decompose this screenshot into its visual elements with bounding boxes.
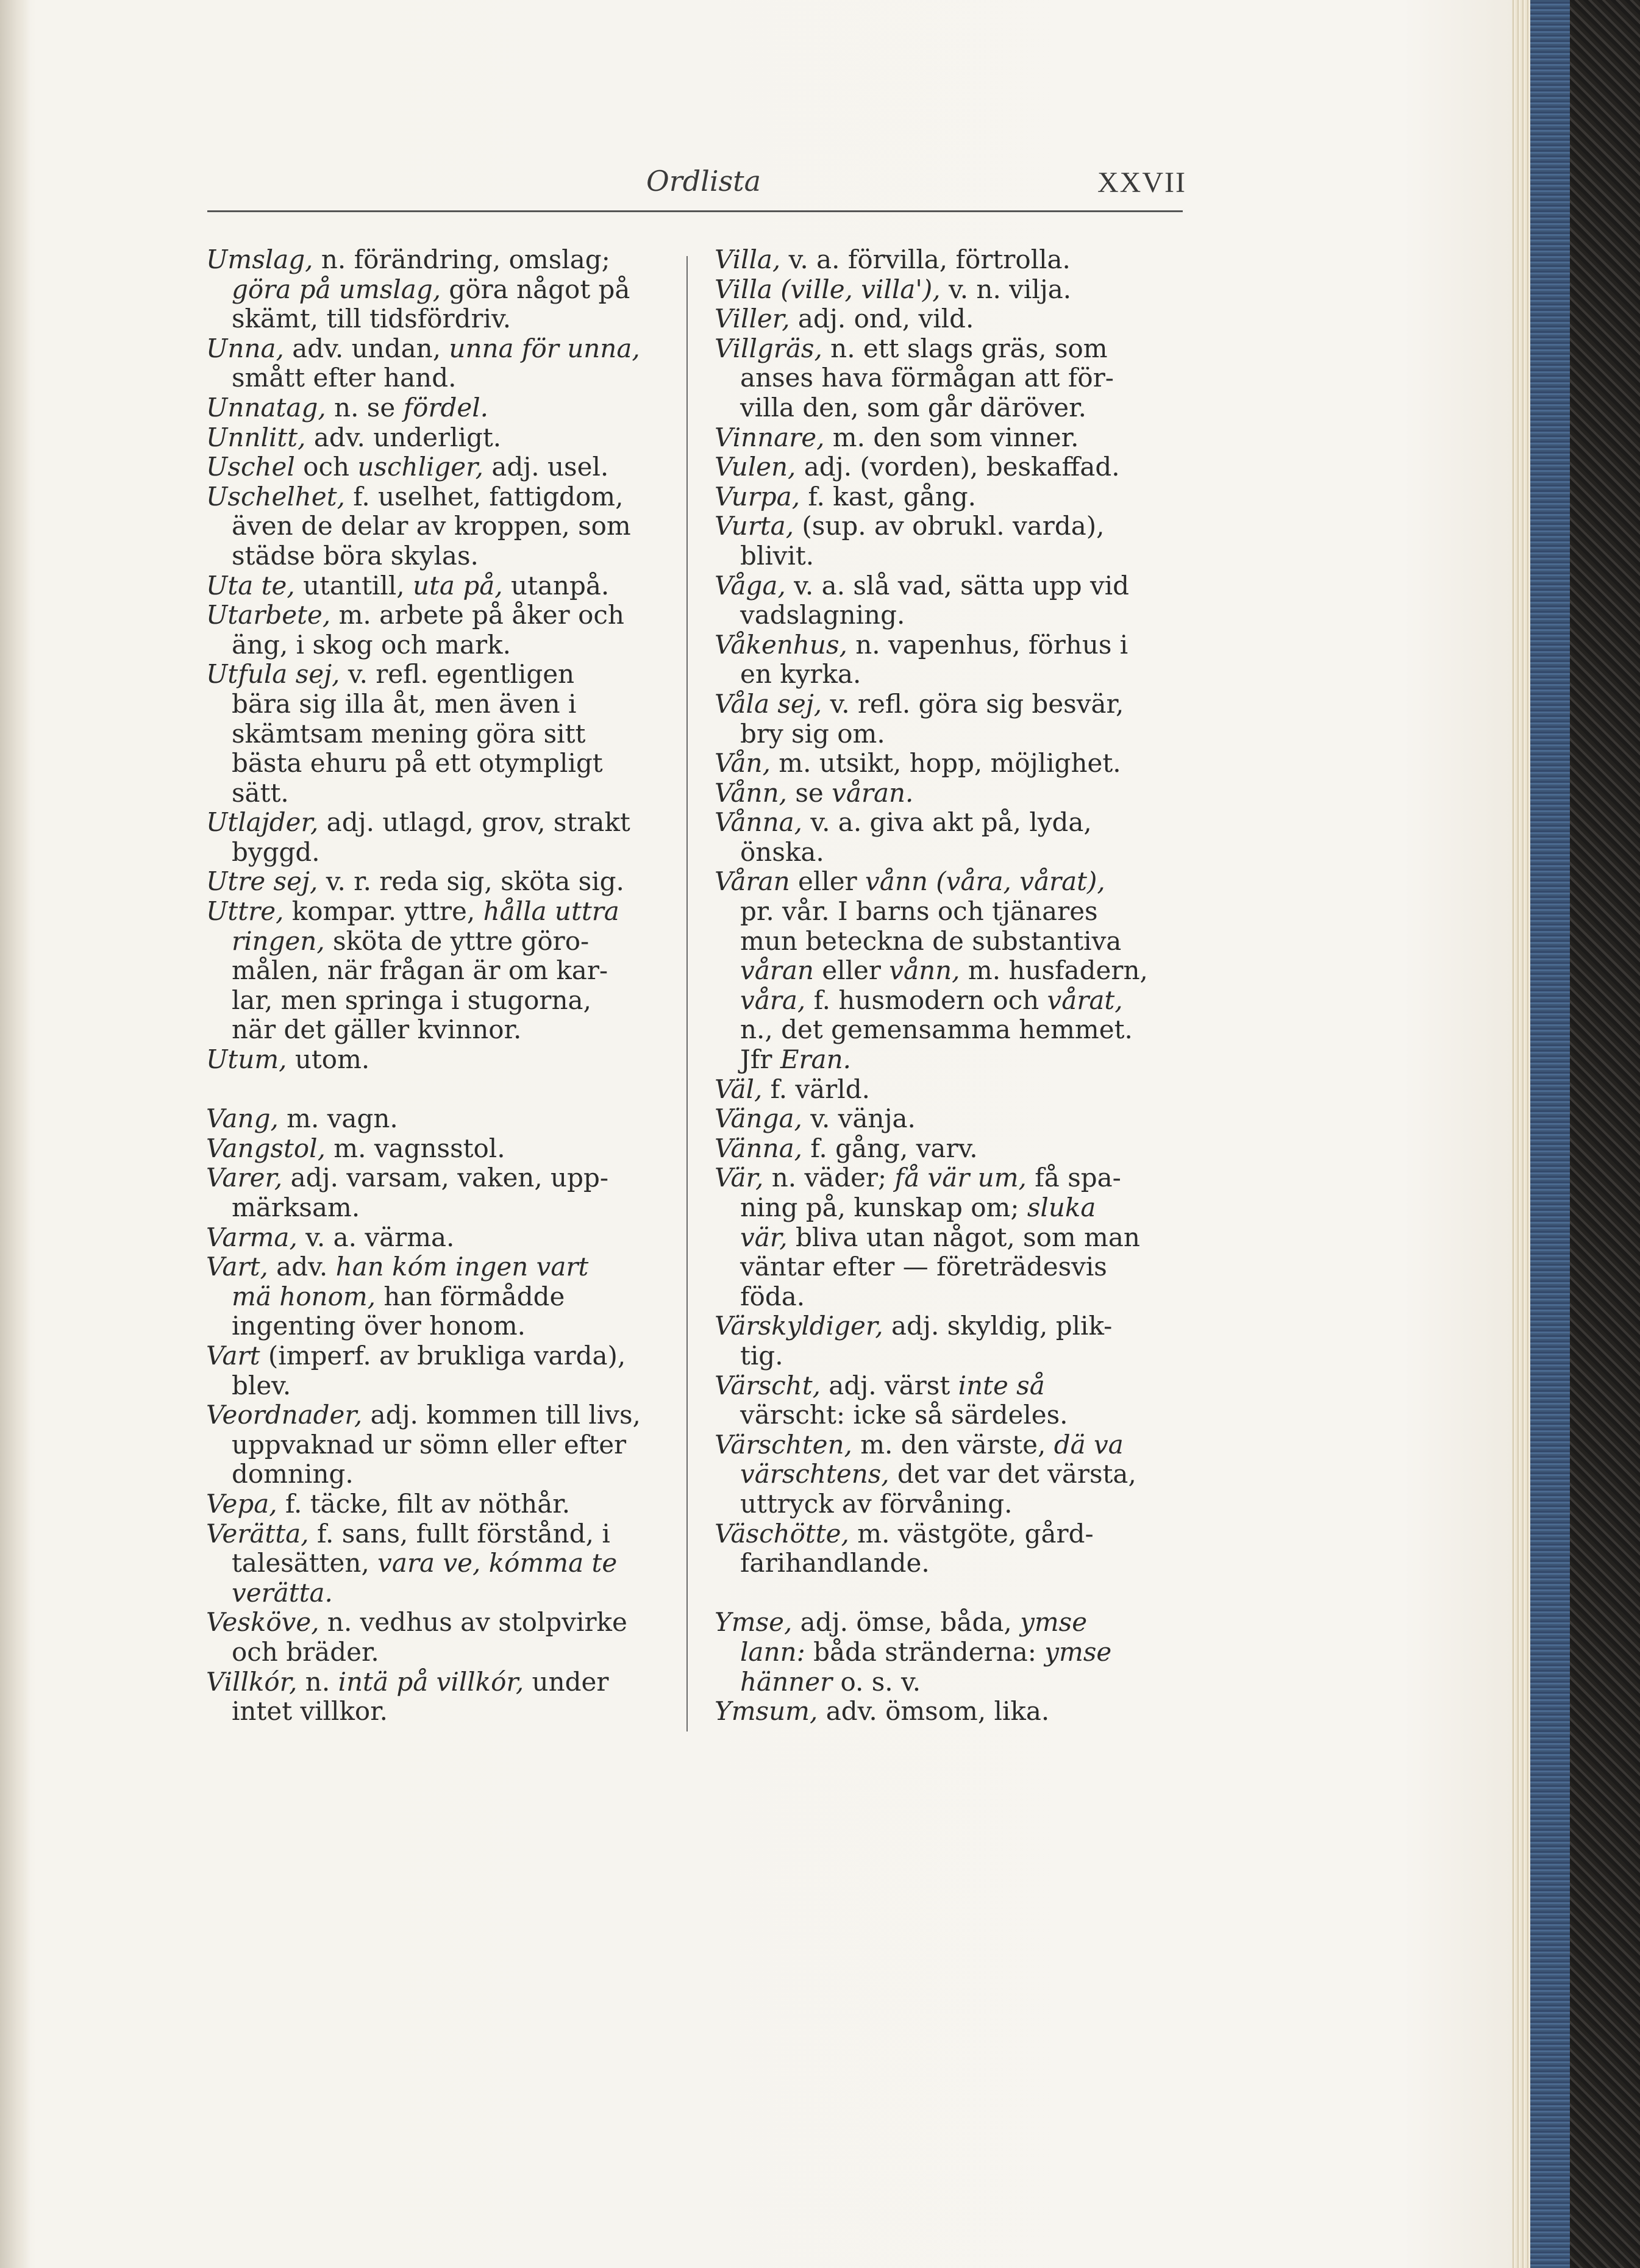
entry-continuation-line (715, 1400, 1184, 1430)
roman-text: (imperf. av brukliga varda), (260, 1340, 626, 1371)
entry-continuation-line (206, 927, 676, 957)
italic-text: våran (740, 955, 814, 986)
entry-continuation-line (715, 719, 1184, 749)
italic-text: Vurta, (715, 511, 794, 541)
italic-text: Våkenhus, (715, 629, 847, 660)
roman-text: smått efter hand. (232, 363, 457, 393)
entry-continuation-line (715, 1045, 1184, 1075)
roman-text: sköta de yttre göro- (324, 925, 590, 956)
roman-text: bära sig illa åt, men även i (232, 688, 577, 719)
entry-continuation-line (206, 1578, 676, 1608)
roman-text: v. refl. göra sig besvär, (822, 688, 1124, 719)
entry-headword-line (206, 482, 676, 512)
roman-text: under (524, 1666, 609, 1697)
entry-headword-line (206, 1104, 676, 1134)
roman-text: (sup. av obrukl. varda), (794, 511, 1105, 541)
roman-text: och bräder. (232, 1636, 379, 1667)
roman-text: han förmådde (376, 1281, 565, 1311)
italic-text: våra, (740, 985, 806, 1015)
roman-text: adj. värst (820, 1370, 958, 1400)
entry-continuation-line (715, 1667, 1184, 1697)
italic-text: Vär, (715, 1163, 764, 1193)
italic-text: få vär um, (894, 1163, 1027, 1193)
roman-text: adv. (268, 1252, 336, 1282)
italic-text: Vurpa, (715, 481, 800, 512)
entry-headword-line (206, 808, 676, 838)
roman-text: adj. varsam, vaken, upp- (282, 1163, 609, 1193)
roman-text: n. se (326, 392, 404, 423)
glossary-column-left (206, 245, 676, 1727)
italic-text: Uschel (206, 452, 295, 482)
roman-text: bry sig om. (740, 718, 885, 749)
roman-text: adv. ömsom, lika. (818, 1696, 1050, 1727)
entry-continuation-line (715, 660, 1184, 690)
roman-text: utom. (287, 1044, 370, 1075)
italic-text: Utlajder, (206, 807, 319, 838)
italic-text: sluka (1027, 1193, 1096, 1222)
entry-continuation-line (206, 275, 676, 305)
roman-text: mun beteckna de substantiva (740, 925, 1122, 956)
entry-headword-line (715, 1697, 1184, 1727)
entry-continuation-line (715, 986, 1184, 1016)
roman-text: och (294, 452, 358, 482)
italic-text: Viller, (715, 304, 790, 334)
entry-headword-line (206, 1252, 676, 1282)
italic-text: Vart (206, 1340, 260, 1371)
roman-text: farihandlande. (740, 1548, 930, 1578)
roman-text: n. vedhus av stolpvirke (319, 1607, 627, 1638)
roman-text: m. utsikt, hopp, möjlighet. (770, 748, 1121, 779)
roman-text: adj. ömse, båda, (792, 1607, 1021, 1638)
entry-headword-line (206, 1134, 676, 1164)
italic-text: Villa (ville, villa'), (715, 274, 941, 304)
entry-continuation-line (206, 779, 676, 808)
roman-text: önska. (740, 836, 824, 867)
italic-text: Vepa, (206, 1488, 277, 1519)
roman-text: f. uselhet, fattigdom, (344, 481, 624, 512)
entry-continuation-line (206, 363, 676, 393)
roman-text: äng, i skog och mark. (232, 629, 511, 660)
roman-text: båda stränderna: (805, 1636, 1045, 1667)
glossary-column-right (715, 245, 1184, 1727)
italic-text: Väl, (715, 1074, 763, 1104)
roman-text: o. s. v. (832, 1666, 921, 1697)
entry-headword-line (206, 897, 676, 927)
roman-text: sätt. (232, 777, 289, 808)
roman-text: v. a. giva akt på, lyda, (802, 807, 1092, 838)
roman-text: talesätten, (232, 1548, 378, 1578)
entry-continuation-line (206, 512, 676, 541)
roman-text: föda. (740, 1281, 805, 1311)
roman-text: få spa- (1026, 1163, 1121, 1193)
entry-headword-line (715, 452, 1184, 482)
entry-continuation-line (206, 1460, 676, 1489)
italic-text: Villa, (715, 244, 781, 274)
header-rule (207, 210, 1183, 212)
italic-text: Vånn, (715, 777, 787, 808)
entry-headword-line (715, 512, 1184, 541)
roman-text: m. den värste, (852, 1429, 1054, 1460)
italic-text: Unna, (206, 333, 284, 363)
entry-continuation-line (206, 630, 676, 660)
entry-headword-line (715, 749, 1184, 779)
italic-text: Vänga, (715, 1104, 802, 1134)
roman-text: anses hava förmågan att för- (740, 363, 1114, 393)
entry-headword-line (206, 1489, 676, 1519)
entry-continuation-line (715, 897, 1184, 927)
roman-text: det var det värsta, (889, 1459, 1136, 1489)
roman-text: ning på, kunskap om; (740, 1193, 1027, 1222)
roman-text: intet villkor. (232, 1696, 388, 1727)
roman-text: blivit. (740, 540, 815, 571)
italic-text: Villkór, (206, 1666, 298, 1697)
entry-headword-line (715, 275, 1184, 305)
italic-text: intä på villkór, (338, 1666, 524, 1697)
roman-text: göra något på (441, 274, 630, 304)
entry-continuation-line (206, 690, 676, 719)
roman-text: en kyrka. (740, 659, 861, 690)
roman-text: v. a. värma. (297, 1222, 455, 1252)
entry-headword-line (715, 808, 1184, 838)
roman-text: adv. underligt. (305, 422, 502, 452)
italic-text: Utarbete, (206, 600, 331, 630)
column-divider (686, 256, 688, 1731)
running-head-title: Ordlista (646, 165, 761, 198)
roman-text: märksam. (232, 1193, 360, 1222)
italic-text: Vänna, (715, 1133, 803, 1163)
italic-text: dä va (1054, 1429, 1124, 1460)
roman-text: när det gäller kvinnor. (232, 1015, 522, 1045)
italic-text: Varer, (206, 1163, 283, 1193)
roman-text: skämtsam mening göra sitt (232, 718, 586, 749)
italic-text: Väschötte, (715, 1518, 849, 1549)
italic-text: han kóm ingen vart (335, 1252, 589, 1282)
roman-text: bästa ehuru på ett otympligt (232, 748, 603, 779)
entry-continuation-line (206, 1549, 676, 1578)
roman-text: n. ett slags gräs, som (822, 333, 1108, 363)
italic-text: Utfula sej, (206, 659, 340, 690)
italic-text: Varma, (206, 1222, 298, 1252)
roman-text: f. värld. (762, 1074, 870, 1104)
italic-text: vånn (våra, vårat), (865, 866, 1105, 897)
entry-headword-line (206, 601, 676, 630)
entry-headword-line (206, 423, 676, 453)
entry-headword-line (715, 779, 1184, 808)
roman-text: blev. (232, 1370, 291, 1400)
entry-headword-line (206, 1341, 676, 1371)
italic-text: Unnatag, (206, 392, 326, 423)
roman-text: v. n. vilja. (940, 274, 1072, 304)
roman-text: v. a. slå vad, sätta upp vid (785, 570, 1130, 601)
italic-text: verätta. (232, 1577, 333, 1608)
entry-headword-line (206, 571, 676, 601)
italic-text: ymse (1044, 1636, 1112, 1667)
roman-text: Jfr (740, 1044, 780, 1075)
entry-headword-line (206, 452, 676, 482)
roman-text: m. den som vinner. (824, 422, 1079, 452)
italic-text: våran. (832, 777, 914, 808)
roman-text: domning. (232, 1459, 354, 1489)
entry-headword-line (715, 1519, 1184, 1549)
italic-text: Våga, (715, 570, 786, 601)
italic-text: Vånna, (715, 807, 803, 838)
italic-text: Våla sej, (715, 688, 822, 719)
entry-continuation-line (715, 1638, 1184, 1667)
roman-text: n. väder; (763, 1163, 895, 1193)
roman-text: villa den, som går däröver. (740, 392, 1086, 423)
italic-text: unna för unna, (449, 333, 640, 363)
italic-text: Villgräs, (715, 333, 822, 363)
roman-text: f. gång, varv. (802, 1133, 978, 1163)
entry-continuation-line (715, 363, 1184, 393)
entry-headword-line (206, 1608, 676, 1638)
italic-text: vara ve, kómma te (377, 1548, 618, 1578)
roman-text: adj. usel. (483, 452, 609, 482)
roman-text: adj. (vorden), beskaffad. (796, 452, 1120, 482)
italic-text: Vangstol, (206, 1133, 326, 1163)
entry-headword-line (715, 482, 1184, 512)
italic-text: vårat, (1047, 985, 1123, 1015)
italic-text: Vån, (715, 748, 771, 779)
roman-text: väntar efter — företrädesvis (740, 1252, 1107, 1282)
roman-text: kompar. yttre, (283, 896, 483, 927)
entry-continuation-line (715, 1549, 1184, 1578)
entry-continuation-line (206, 1371, 676, 1401)
roman-text: utanpå. (502, 570, 610, 601)
entry-headword-line (715, 1104, 1184, 1134)
roman-text: bliva utan något, som man (787, 1222, 1140, 1252)
entry-continuation-line (206, 956, 676, 986)
roman-text: v. refl. egentligen (340, 659, 575, 690)
italic-text: Vesköve, (206, 1607, 319, 1638)
entry-headword-line (715, 1430, 1184, 1460)
roman-text: tig. (740, 1340, 783, 1371)
roman-text: se (786, 777, 832, 808)
italic-text: vånn, (889, 955, 960, 986)
italic-text: göra på umslag, (232, 274, 441, 304)
italic-text: Vart, (206, 1252, 268, 1282)
italic-text: lann: (740, 1636, 805, 1667)
italic-text: Verätta, (206, 1518, 309, 1549)
entry-headword-line (206, 393, 676, 423)
italic-text: Utum, (206, 1044, 287, 1075)
entry-continuation-line (715, 1341, 1184, 1371)
entry-headword-line (715, 245, 1184, 275)
italic-text: Veordnader, (206, 1400, 363, 1430)
section-gap (715, 1578, 1184, 1608)
entry-headword-line (715, 1311, 1184, 1341)
entry-continuation-line (206, 1193, 676, 1223)
roman-text: adj. kommen till livs, (362, 1400, 641, 1430)
entry-continuation-line (206, 1311, 676, 1341)
roman-text: adj. utlagd, grov, strakt (318, 807, 630, 838)
roman-text: eller (790, 866, 866, 897)
italic-text: värschtens, (740, 1459, 890, 1489)
roman-text: n. förändring, omslag; (313, 244, 610, 274)
roman-text: lar, men springa i stugorna, (232, 985, 591, 1015)
entry-continuation-line (715, 927, 1184, 957)
italic-text: Uta te, (206, 570, 295, 601)
entry-headword-line (206, 1519, 676, 1549)
entry-continuation-line (206, 1430, 676, 1460)
italic-text: Uttre, (206, 896, 284, 927)
italic-text: Unnlitt, (206, 422, 306, 452)
italic-text: ringen, (232, 925, 325, 956)
roman-text: ingenting över honom. (232, 1311, 526, 1341)
entry-headword-line (715, 1371, 1184, 1401)
italic-text: Umslag, (206, 244, 313, 274)
italic-text: Vulen, (715, 452, 796, 482)
entry-headword-line (715, 1163, 1184, 1193)
italic-text: hålla uttra (483, 896, 619, 927)
entry-headword-line (715, 571, 1184, 601)
italic-text: uta på, (413, 570, 503, 601)
book-cover-edge (1527, 0, 1570, 2268)
roman-text: v. a. förvilla, förtrolla. (780, 244, 1071, 274)
italic-text: Värscht, (715, 1370, 821, 1400)
entry-continuation-line (715, 1460, 1184, 1489)
entry-continuation-line (206, 838, 676, 868)
italic-text: Våran (715, 866, 790, 897)
roman-text: eller (813, 955, 890, 986)
roman-text: städse böra skylas. (232, 540, 479, 571)
entry-headword-line (206, 245, 676, 275)
entry-continuation-line (206, 749, 676, 779)
italic-text: uschliger, (357, 452, 483, 482)
entry-continuation-line (206, 1282, 676, 1312)
italic-text: vär, (740, 1222, 788, 1252)
roman-text: m. vagnsstol. (325, 1133, 505, 1163)
roman-text: byggd. (232, 836, 320, 867)
entry-continuation-line (715, 1015, 1184, 1045)
entry-headword-line (206, 1163, 676, 1193)
roman-text: målen, när frågan är om kar- (232, 955, 608, 986)
italic-text: fördel. (403, 392, 489, 423)
entry-continuation-line (206, 986, 676, 1016)
entry-headword-line (206, 660, 676, 690)
entry-continuation-line (206, 1697, 676, 1727)
entry-headword-line (206, 334, 676, 364)
entry-continuation-line (715, 838, 1184, 868)
entry-headword-line (206, 1223, 676, 1253)
roman-text: m. västgöte, gård- (849, 1518, 1094, 1549)
roman-text: utantill, (294, 570, 413, 601)
entry-headword-line (715, 867, 1184, 897)
roman-text: adj. skyldig, plik- (883, 1311, 1113, 1341)
italic-text: Ymse, (715, 1607, 793, 1638)
entry-headword-line (206, 1667, 676, 1697)
entry-headword-line (715, 1075, 1184, 1105)
roman-text: f. täcke, filt av nöthår. (277, 1488, 571, 1519)
roman-text: n. (297, 1666, 338, 1697)
italic-text: Värskyldiger, (715, 1311, 883, 1341)
roman-text: f. kast, gång. (800, 481, 976, 512)
roman-text: även de delar av kroppen, som (232, 511, 631, 541)
roman-text: m. vagn. (278, 1104, 398, 1134)
background-surface (1561, 0, 1640, 2268)
entry-headword-line (715, 304, 1184, 334)
roman-text: uppvaknad ur sömn eller efter (232, 1429, 627, 1460)
italic-text: Vinnare, (715, 422, 825, 452)
entry-headword-line (715, 630, 1184, 660)
roman-text: m. arbete på åker och (330, 600, 624, 630)
entry-continuation-line (715, 601, 1184, 630)
entry-headword-line (715, 1608, 1184, 1638)
entry-continuation-line (715, 393, 1184, 423)
entry-headword-line (206, 1045, 676, 1075)
entry-headword-line (715, 1134, 1184, 1164)
roman-text: adj. ond, vild. (790, 304, 974, 334)
italic-text: Utre sej, (206, 866, 318, 897)
roman-text: n., det gemensamma hemmet. (740, 1015, 1133, 1045)
roman-text: värscht: icke så särdeles. (740, 1400, 1068, 1430)
italic-text: Uschelhet, (206, 481, 345, 512)
roman-text: v. vänja. (802, 1104, 916, 1134)
entry-continuation-line (715, 541, 1184, 571)
entry-continuation-line (206, 719, 676, 749)
section-gap (206, 1075, 676, 1105)
entry-continuation-line (715, 1489, 1184, 1519)
roman-text: uttryck av förvåning. (740, 1488, 1013, 1519)
roman-text: v. r. reda sig, sköta sig. (318, 866, 624, 897)
entry-continuation-line (206, 304, 676, 334)
italic-text: hänner (740, 1666, 833, 1697)
roman-text: skämt, till tidsfördriv. (232, 304, 512, 334)
italic-text: Vang, (206, 1104, 279, 1134)
entry-headword-line (206, 867, 676, 897)
roman-text: m. husfadern, (960, 955, 1148, 986)
entry-headword-line (715, 423, 1184, 453)
italic-text: Värschten, (715, 1429, 852, 1460)
roman-text: f. sans, fullt förstånd, i (308, 1518, 610, 1549)
roman-text: adv. undan, (283, 333, 449, 363)
entry-continuation-line (206, 1015, 676, 1045)
entry-continuation-line (715, 1223, 1184, 1253)
entry-continuation-line (715, 956, 1184, 986)
entry-headword-line (715, 334, 1184, 364)
italic-text: ymse (1020, 1607, 1088, 1638)
italic-text: inte så (958, 1370, 1045, 1400)
entry-continuation-line (206, 541, 676, 571)
entry-continuation-line (715, 1252, 1184, 1282)
entry-continuation-line (715, 1282, 1184, 1312)
roman-text: vadslagning. (740, 600, 905, 630)
roman-text: n. vapenhus, förhus i (847, 629, 1128, 660)
entry-headword-line (715, 690, 1184, 719)
italic-text: mä honom, (232, 1281, 376, 1311)
roman-text: pr. vår. I barns och tjänares (740, 896, 1098, 927)
entry-headword-line (206, 1400, 676, 1430)
page-number: XXVII (1097, 166, 1186, 199)
entry-continuation-line (206, 1638, 676, 1667)
entry-continuation-line (715, 1193, 1184, 1223)
page-gutter (0, 0, 30, 2268)
roman-text: f. husmodern och (805, 985, 1047, 1015)
italic-text: Ymsum, (715, 1696, 818, 1727)
italic-text: Eran. (780, 1044, 851, 1075)
